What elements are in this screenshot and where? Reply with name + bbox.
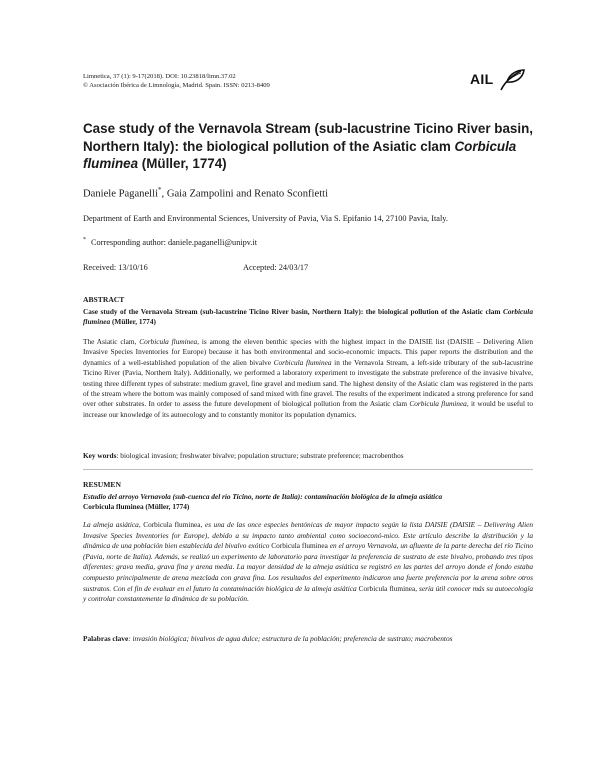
journal-header: [83, 72, 270, 90]
resumen-species-3: Corbicula fluminea: [358, 583, 416, 593]
affiliation: Department of Earth and Environmental Sciences, University of Pavia, Via S. Epifanio 14, 27100 Pavia, Italy.: [83, 214, 448, 223]
abstract-title-author: (Müller, 1774): [110, 317, 156, 327]
title-author: (Müller, 1774): [138, 156, 227, 171]
author-first: Daniele Paganelli: [83, 188, 159, 200]
leaf-icon: [497, 68, 527, 92]
resumen-title-main: Estudio del arroyo Vernavola (sub-cuenca del río Ticino, norte de Italia): contaminación biológica de la almeja asiática: [83, 492, 443, 501]
abstract-body: [83, 337, 533, 420]
resumen-text-4: , sería útil conocer más su autoecología y controlar constantemente la dinámica de su población.: [83, 583, 533, 604]
section-divider: [83, 469, 533, 470]
abstract-text-2: , is among the eleven benthic species with the highest impact in the DAISIE list (DAISIE – Delivering Alien Invasive Species Inventories for Europe) because it has both environmental and socio-economic impacts. This paper reports the distribution and the dynamics of a well-established population of the alien bivalve: [83, 337, 533, 367]
resumen-title: [83, 492, 533, 513]
author-list: [83, 186, 328, 200]
palabras-text: : invasión biológica; bivalvos de agua dulce; estructura de la población; preferencia de sustrato; macrobentos: [128, 634, 453, 643]
abstract-species-3: Corbicula fluminea: [409, 399, 467, 409]
abstract-heading: ABSTRACT: [83, 295, 125, 304]
abstract-title-main: Case study of the Vernavola Stream (sub-lacustrine Ticino River basin, Northern Italy): the biological pollution of the Asiatic clam: [83, 307, 503, 316]
abstract-text-3: in the Vernavola Stream, a left-side tributary of the sub-lacustrine Ticino River (Pavia, Northern Italy). Additionally, we performed a laboratory experiment to investigate the substrate preference of the invasive bivalve, testing three different types of substrate: medium gravel, fine gravel and medium sand. The highest density of the Asiatic clam was registered in the parts of the stream where the bottom was mainly composed of sand mixed with fine gravel. The results of the experiment indicated a strong preference for sand over other substrates. In order to assess the future development of biological pollution from the Asiatic clam: [83, 357, 533, 409]
article-title: [83, 120, 533, 173]
title-species: Corbicula fluminea: [83, 138, 517, 171]
palabras-label: Palabras clave: [83, 634, 129, 643]
resumen-text-1: La almeja asiática,: [83, 520, 144, 529]
journal-copyright: © Asociación Ibérica de Limnología, Madrid. Spain. ISSN: 0213-8409: [83, 82, 270, 89]
keywords-text: : biological invasion; freshwater bivalve; population structure; substrate preference; macrobenthos: [116, 451, 404, 460]
received-date: Received: 13/10/16: [83, 263, 148, 272]
journal-citation: Limnetica, 37 (1): 9-17(2018). DOI: 10.23818/limn.37.02: [83, 73, 236, 80]
abstract-text-1: The Asiatic clam,: [83, 337, 140, 346]
abstract-species-2: Corbicula fluminea: [273, 357, 332, 367]
corresponding-footnote-mark: *: [83, 237, 86, 243]
resumen-text-3: en el arroyo Vernavola, un afluente de la parte derecha del río Ticino (Pavia, norte de Italia). Además, se realizó un experimento de laboratorio para investigar la preferencia de sustrato de este bivalvo, probando tres tipos diferentes: grava media, grava fina y arena media. La mayor densidad de la almeja asiática se registró en las partes del arroyo donde el fondo estaba compuesto principalmente de arena mezclada con grava fina. Los resultados del experimento indicaron una fuerte preferencia por la arena sobre otros sustratos. Con el fin de evaluar en el futuro la contaminación biológica de la almeja asiática: [83, 541, 533, 593]
author-rest: , Gaia Zampolini and Renato Sconfietti: [161, 188, 329, 200]
resumen-text-2: , es una de las once especies bentónicas de mayor impacto según la lista DAISIE (DAISIE – Delivering Alien Invasive Species Inventories for Europe), debido a su impacto tanto ambiental como socioeconó-mico. Este artículo describe la distribución y la dinámica de una población bien establecida del bivalvo exótico: [83, 520, 533, 551]
resumen-title-species: Corbicula fluminea (Müller, 1774): [83, 502, 190, 512]
abstract-title: [83, 307, 533, 328]
resumen-heading: RESUMEN: [83, 480, 121, 489]
abstract-species-1: Corbicula fluminea: [139, 337, 198, 346]
resumen-species-1: Corbicula fluminea: [143, 520, 201, 529]
title-main: Case study of the Vernavola Stream (sub-lacustrine Ticino River basin, Northern Italy): the biological pollution of the Asiatic clam: [83, 121, 533, 154]
corresponding-text: Corresponding author: daniele.paganelli@unipv.it: [91, 237, 258, 247]
resumen-keywords: [83, 634, 533, 643]
abstract-text-4: , it would be useful to increase our knowledge of its autoecology and to constantly monitor its population dynamics.: [83, 399, 533, 419]
keywords-label: Key words: [83, 451, 117, 460]
corresponding-mark: *: [158, 186, 162, 194]
resumen-body: [83, 520, 533, 605]
ail-logo: [470, 68, 528, 94]
abstract-title-species: Corbicula fluminea: [83, 307, 533, 327]
accepted-date: Accepted: 24/03/17: [243, 263, 309, 272]
logo-text: AIL: [470, 71, 494, 87]
corresponding-author: [83, 237, 257, 247]
resumen-species-2: Corbicula fluminea: [271, 541, 328, 551]
abstract-keywords: [83, 451, 533, 460]
